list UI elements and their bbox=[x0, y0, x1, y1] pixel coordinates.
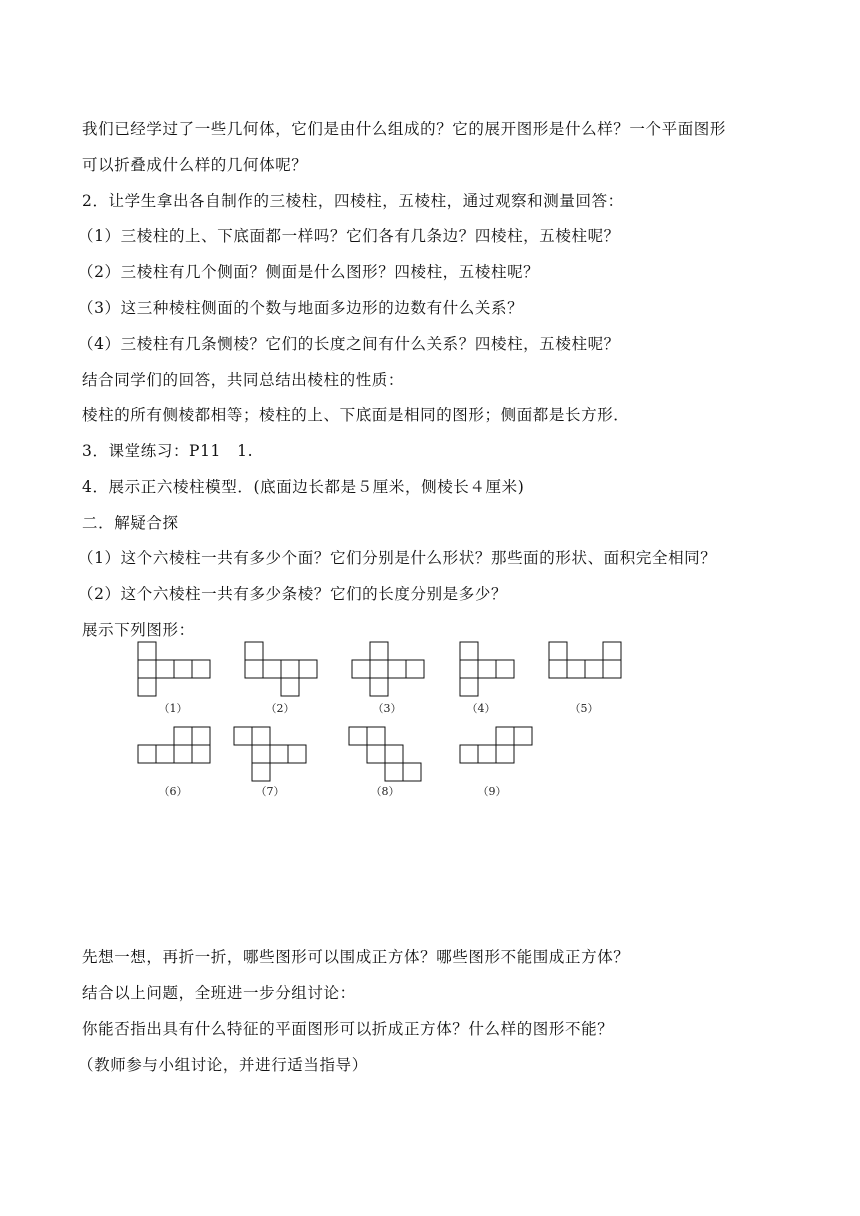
net-square bbox=[496, 745, 514, 763]
net-square bbox=[549, 642, 567, 660]
net-square bbox=[460, 660, 478, 678]
cube-net-5 bbox=[549, 642, 621, 678]
net-square bbox=[349, 727, 367, 745]
net-square bbox=[496, 727, 514, 745]
net-square bbox=[603, 642, 621, 660]
cube-net-6 bbox=[138, 727, 210, 763]
net-square bbox=[367, 727, 385, 745]
net-square bbox=[245, 642, 263, 660]
paragraph-1: 我们已经学过了一些几何体，它们是由什么组成的？它的展开图形是什么样？一个平面图形 bbox=[82, 120, 727, 138]
net-square bbox=[496, 660, 514, 678]
paragraph-teacher-note: （教师参与小组讨论，并进行适当指导） bbox=[78, 1056, 368, 1074]
paragraph-3: 2．让学生拿出各自制作的三棱柱，四棱柱，五棱柱，通过观察和测量回答： bbox=[82, 192, 624, 210]
net-square bbox=[460, 678, 478, 696]
net-square bbox=[403, 763, 421, 781]
net-square bbox=[567, 660, 585, 678]
net-square bbox=[174, 727, 192, 745]
net-square bbox=[288, 745, 306, 763]
paragraph-2: 可以折叠成什么样的几何体呢？ bbox=[82, 156, 308, 174]
paragraph-model: 4．展示正六棱柱模型．(底面边长都是５厘米，侧棱长４厘米) bbox=[82, 478, 525, 496]
paragraph-fold: 先想一想，再折一折，哪些图形可以围成正方体？哪些图形不能围成正方体？ bbox=[82, 948, 630, 966]
figure-caption-9: （9） bbox=[477, 785, 507, 798]
net-square bbox=[370, 678, 388, 696]
paragraph-discuss: 结合以上问题，全班进一步分组讨论： bbox=[82, 984, 356, 1002]
paragraph-properties: 棱柱的所有侧棱都相等；棱柱的上、下底面是相同的图形；侧面都是长方形． bbox=[82, 406, 630, 424]
paragraph-question: 你能否指出具有什么特征的平面图形可以折成正方体？什么样的图形不能？ bbox=[82, 1020, 614, 1038]
paragraph-exercise: 3．课堂练习：P11 1. bbox=[82, 442, 254, 460]
net-square bbox=[281, 678, 299, 696]
cube-net-7 bbox=[234, 727, 306, 781]
figures-intro: 展示下列图形： bbox=[82, 621, 195, 639]
figure-caption-4: （4） bbox=[466, 702, 496, 715]
net-square bbox=[156, 745, 174, 763]
question-6: （2）这个六棱柱一共有多少条棱？它们的长度分别是多少？ bbox=[78, 585, 508, 603]
net-square bbox=[192, 745, 210, 763]
figure-caption-2: （2） bbox=[265, 702, 295, 715]
net-square bbox=[192, 727, 210, 745]
net-square bbox=[263, 660, 281, 678]
cube-net-8 bbox=[349, 727, 421, 781]
net-square bbox=[174, 660, 192, 678]
figure-caption-5: （5） bbox=[569, 702, 599, 715]
net-square bbox=[478, 745, 496, 763]
net-square bbox=[549, 660, 567, 678]
net-square bbox=[281, 660, 299, 678]
net-square bbox=[478, 660, 496, 678]
net-square bbox=[252, 763, 270, 781]
net-square bbox=[270, 745, 288, 763]
net-square bbox=[406, 660, 424, 678]
net-square bbox=[385, 745, 403, 763]
net-square bbox=[460, 745, 478, 763]
figure-caption-1: （1） bbox=[158, 702, 188, 715]
figure-caption-8: （8） bbox=[370, 785, 400, 798]
net-square bbox=[156, 660, 174, 678]
question-2: （2）三棱柱有几个侧面？侧面是什么图形？四棱柱，五棱柱呢？ bbox=[78, 263, 540, 281]
net-square bbox=[174, 745, 192, 763]
net-square bbox=[245, 660, 263, 678]
section-heading: 二．解疑合探 bbox=[82, 514, 179, 532]
net-square bbox=[138, 745, 156, 763]
net-square bbox=[234, 727, 252, 745]
net-square bbox=[370, 660, 388, 678]
net-square bbox=[192, 660, 210, 678]
net-square bbox=[138, 660, 156, 678]
net-square bbox=[138, 678, 156, 696]
cube-net-3 bbox=[352, 642, 424, 696]
net-square bbox=[138, 642, 156, 660]
net-square bbox=[299, 660, 317, 678]
cube-net-1 bbox=[138, 642, 210, 696]
question-1: （1）三棱柱的上、下底面都一样吗？它们各有几条边？四棱柱，五棱柱呢？ bbox=[78, 227, 620, 245]
net-square bbox=[352, 660, 370, 678]
net-square bbox=[603, 660, 621, 678]
figure-caption-7: （7） bbox=[255, 785, 285, 798]
net-square bbox=[252, 745, 270, 763]
question-5: （1）这个六棱柱一共有多少个面？它们分别是什么形状？那些面的形状、面积完全相同？ bbox=[78, 549, 717, 567]
question-3: （3）这三种棱柱侧面的个数与地面多边形的边数有什么关系？ bbox=[78, 299, 524, 317]
net-square bbox=[367, 745, 385, 763]
figure-caption-3: （3） bbox=[372, 702, 402, 715]
net-square bbox=[388, 660, 406, 678]
cube-net-2 bbox=[245, 642, 317, 696]
net-square bbox=[252, 727, 270, 745]
net-square bbox=[385, 763, 403, 781]
cube-net-4 bbox=[460, 642, 514, 696]
net-square bbox=[370, 642, 388, 660]
net-square bbox=[460, 642, 478, 660]
cube-net-9 bbox=[460, 727, 532, 763]
figure-caption-6: （6） bbox=[158, 785, 188, 798]
net-square bbox=[514, 727, 532, 745]
net-square bbox=[585, 660, 603, 678]
question-4: （4）三棱柱有几条恻棱？它们的长度之间有什么关系？四棱柱，五棱柱呢？ bbox=[78, 335, 620, 353]
paragraph-summary: 结合同学们的回答，共同总结出棱柱的性质： bbox=[82, 371, 405, 389]
